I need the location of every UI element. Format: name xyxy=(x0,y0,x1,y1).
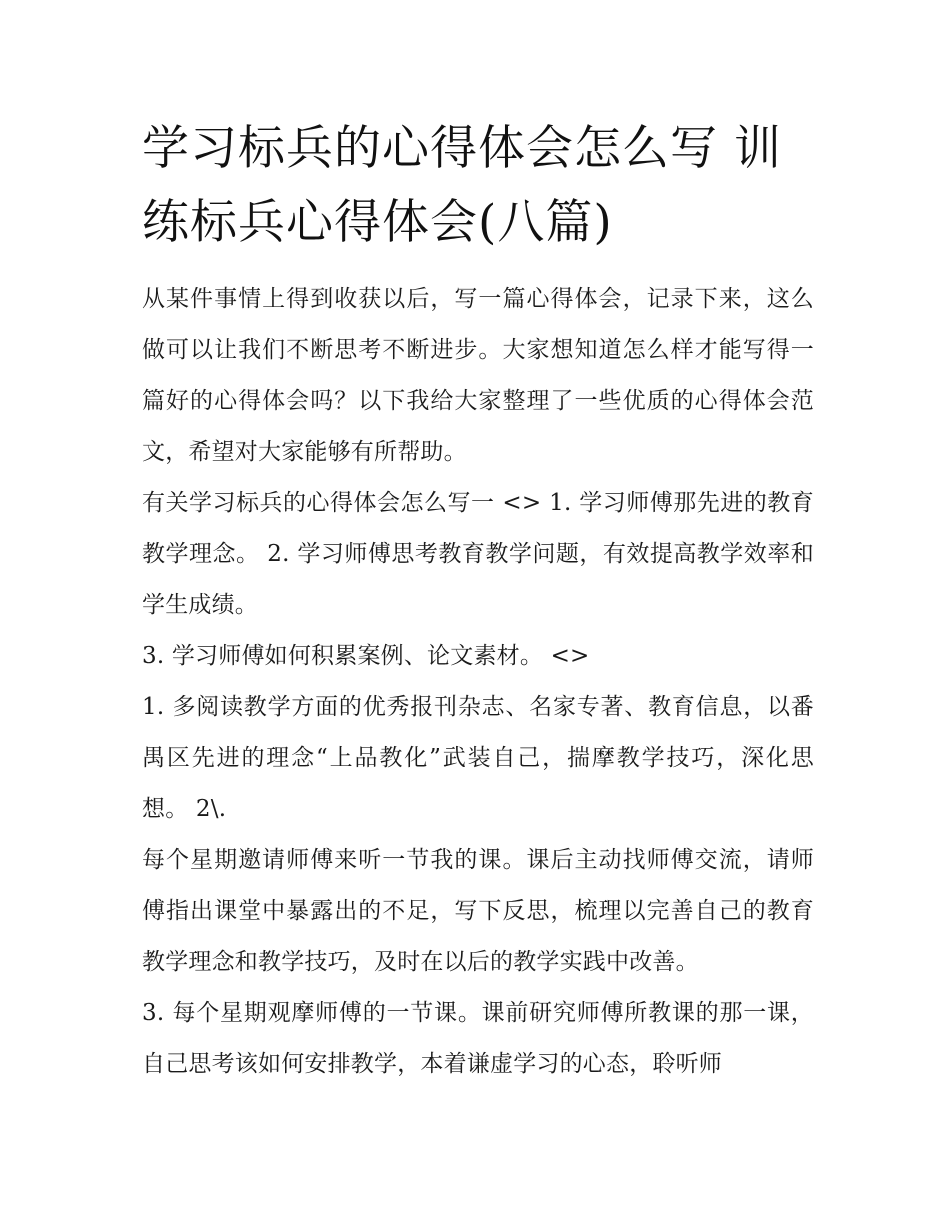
document-title: 学习标兵的心得体会怎么写 训练标兵心得体会(八篇) xyxy=(142,121,782,250)
paragraph-item-1: 1. 多阅读教学方面的优秀报刊杂志、名家专著、教育信息，以番禺区先进的理念“上品教化”武装自己，揣摩教学技巧，深化思想。 2\. xyxy=(142,694,814,822)
paragraph-weekly-invite: 每个星期邀请师傅来听一节我的课。课后主动找师傅交流，请师傅指出课堂中暴露出的不足，写下反思，梳理以完善自己的教育教学理念和教学技巧，及时在以后的教学实践中改善。 xyxy=(142,847,814,975)
document-body xyxy=(142,274,814,1090)
document-page xyxy=(142,112,814,1090)
paragraph-intro: 从某件事情上得到收获以后，写一篇心得体会，记录下来，这么做可以让我们不断思考不断进步。大家想知道怎么样才能写得一篇好的心得体会吗？以下我给大家整理了一些优质的心得体会范文，希望对大家能够有所帮助。 xyxy=(142,286,814,465)
paragraph-section-one: 有关学习标兵的心得体会怎么写一 <> 1. 学习师傅那先进的教育教学理念。 2. 学习师傅思考教育教学问题，有效提高教学效率和学生成绩。 xyxy=(142,490,814,618)
paragraph-weekly-observe: 3. 每个星期观摩师傅的一节课。课前研究师傅所教课的那一课，自己思考该如何安排教学，本着谦虚学习的心态，聆听师 xyxy=(142,1000,814,1077)
paragraph-item-3: 3. 学习师傅如何积累案例、论文素材。 <> xyxy=(142,643,590,669)
